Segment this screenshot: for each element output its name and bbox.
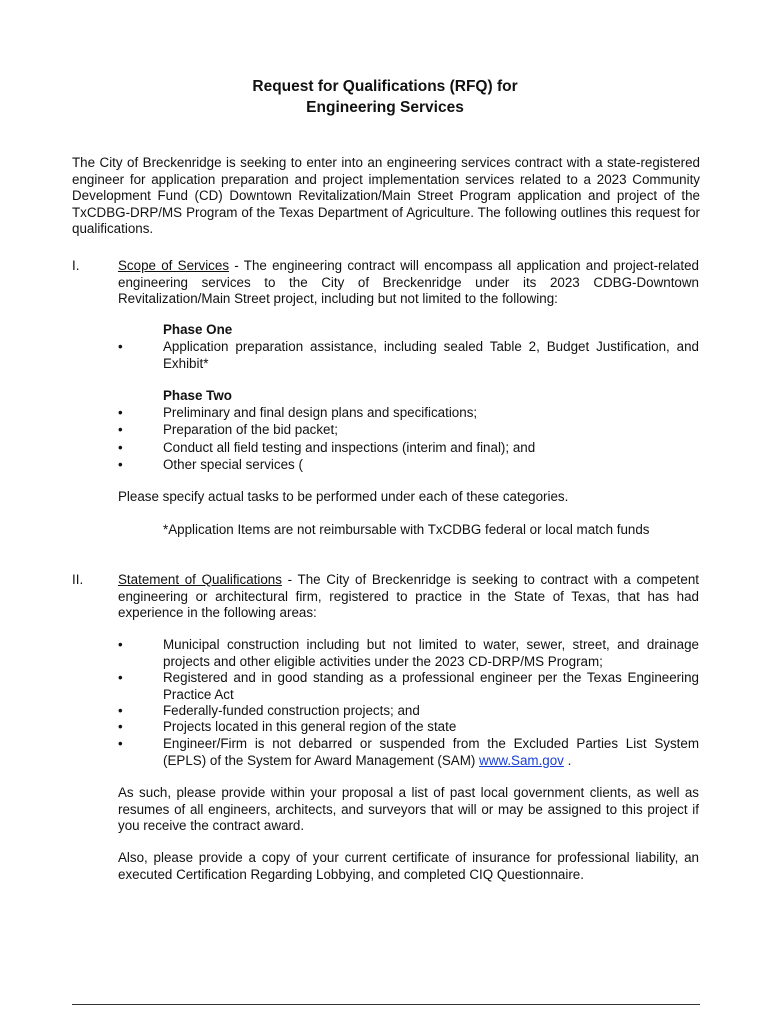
bullet-icon: •: [118, 440, 123, 455]
insurance-paragraph: Also, please provide a copy of your current certificate of insurance for professional liability, an executed Certification Regarding Lobbying, and completed CIQ Questionnaire.: [118, 850, 699, 882]
bullet-icon: •: [118, 703, 123, 718]
page-title: [0, 76, 770, 118]
sam-link-suffix: .: [563, 752, 572, 768]
section-2-number: II.: [72, 572, 84, 587]
epls-text: Engineer/Firm is not debarred or suspended from the Excluded Parties List System (EPLS) of the System for Award Management (SAM): [163, 736, 699, 768]
bullet-icon: •: [118, 422, 123, 437]
title-line-2: Engineering Services: [306, 99, 464, 116]
bullet-icon: •: [118, 405, 123, 420]
phase-one-item: Application preparation assistance, including sealed Table 2, Budget Justification, and Exhibit*: [163, 339, 699, 371]
section-2-body: [118, 572, 699, 622]
reimbursement-note: *Application Items are not reimbursable with TxCDBG federal or local match funds: [163, 522, 650, 537]
section-2-heading: Statement of Qualifications: [118, 572, 282, 587]
section-1-heading: Scope of Services: [118, 258, 230, 273]
qualification-item: Projects located in this general region of the state: [163, 719, 457, 734]
footer-divider: [72, 1004, 700, 1005]
sam-gov-link[interactable]: www.Sam.gov: [479, 752, 564, 768]
past-clients-paragraph: As such, please provide within your proposal a list of past local government clients, as well as resumes of all engineers, architects, and surveyors that will or may be assigned to this project if you receive the contract award.: [118, 785, 699, 833]
bullet-icon: •: [118, 736, 123, 751]
section-1-text: - The engineering contract will encompass all application and project-related engineering services to the City of Breckenridge under its 2023 CDBG-Downtown Revitalization/Main Street project, including but not limited to the following:: [118, 258, 699, 306]
title-line-1: Request for Qualifications (RFQ) for: [252, 78, 518, 95]
bullet-icon: •: [118, 670, 123, 685]
section-1-number: I.: [72, 258, 80, 273]
section-1-body: [118, 258, 699, 308]
phase-one-label: Phase One: [163, 322, 233, 337]
phase-two-label: Phase Two: [163, 388, 232, 403]
qualification-item: [163, 736, 699, 769]
qualification-item: Registered and in good standing as a professional engineer per the Texas Engineering Practice Act: [163, 670, 699, 702]
phase-two-item: Preliminary and final design plans and specifications;: [163, 405, 478, 420]
intro-paragraph: The City of Breckenridge is seeking to enter into an engineering services contract with a state-registered engineer for application preparation and project implementation services related to a 2023 Community Development Fund (CD) Downtown Revitalization/Main Street Program application and project of the TxCDBG-DRP/MS Program of the Texas Department of Agriculture. The following outlines this request for qualifications.: [72, 155, 700, 236]
bullet-icon: •: [118, 457, 123, 472]
bullet-icon: •: [118, 637, 123, 652]
bullet-icon: •: [118, 719, 123, 734]
phase-two-item: Preparation of the bid packet;: [163, 422, 338, 437]
phase-two-item: Other special services (: [163, 457, 303, 472]
specify-tasks-text: Please specify actual tasks to be performed under each of these categories.: [118, 489, 569, 504]
section-2-text: - The City of Breckenridge is seeking to contract with a competent engineering or architectural firm, registered to practice in the State of Texas, that has had experience in the following areas:: [118, 572, 700, 620]
bullet-icon: •: [118, 339, 123, 354]
phase-two-item: Conduct all field testing and inspections (interim and final); and: [163, 440, 536, 455]
qualification-item: Federally-funded construction projects; and: [163, 703, 420, 718]
qualification-item: Municipal construction including but not limited to water, sewer, street, and drainage projects and other eligible activities under the 2023 CD-DRP/MS Program;: [163, 637, 699, 669]
